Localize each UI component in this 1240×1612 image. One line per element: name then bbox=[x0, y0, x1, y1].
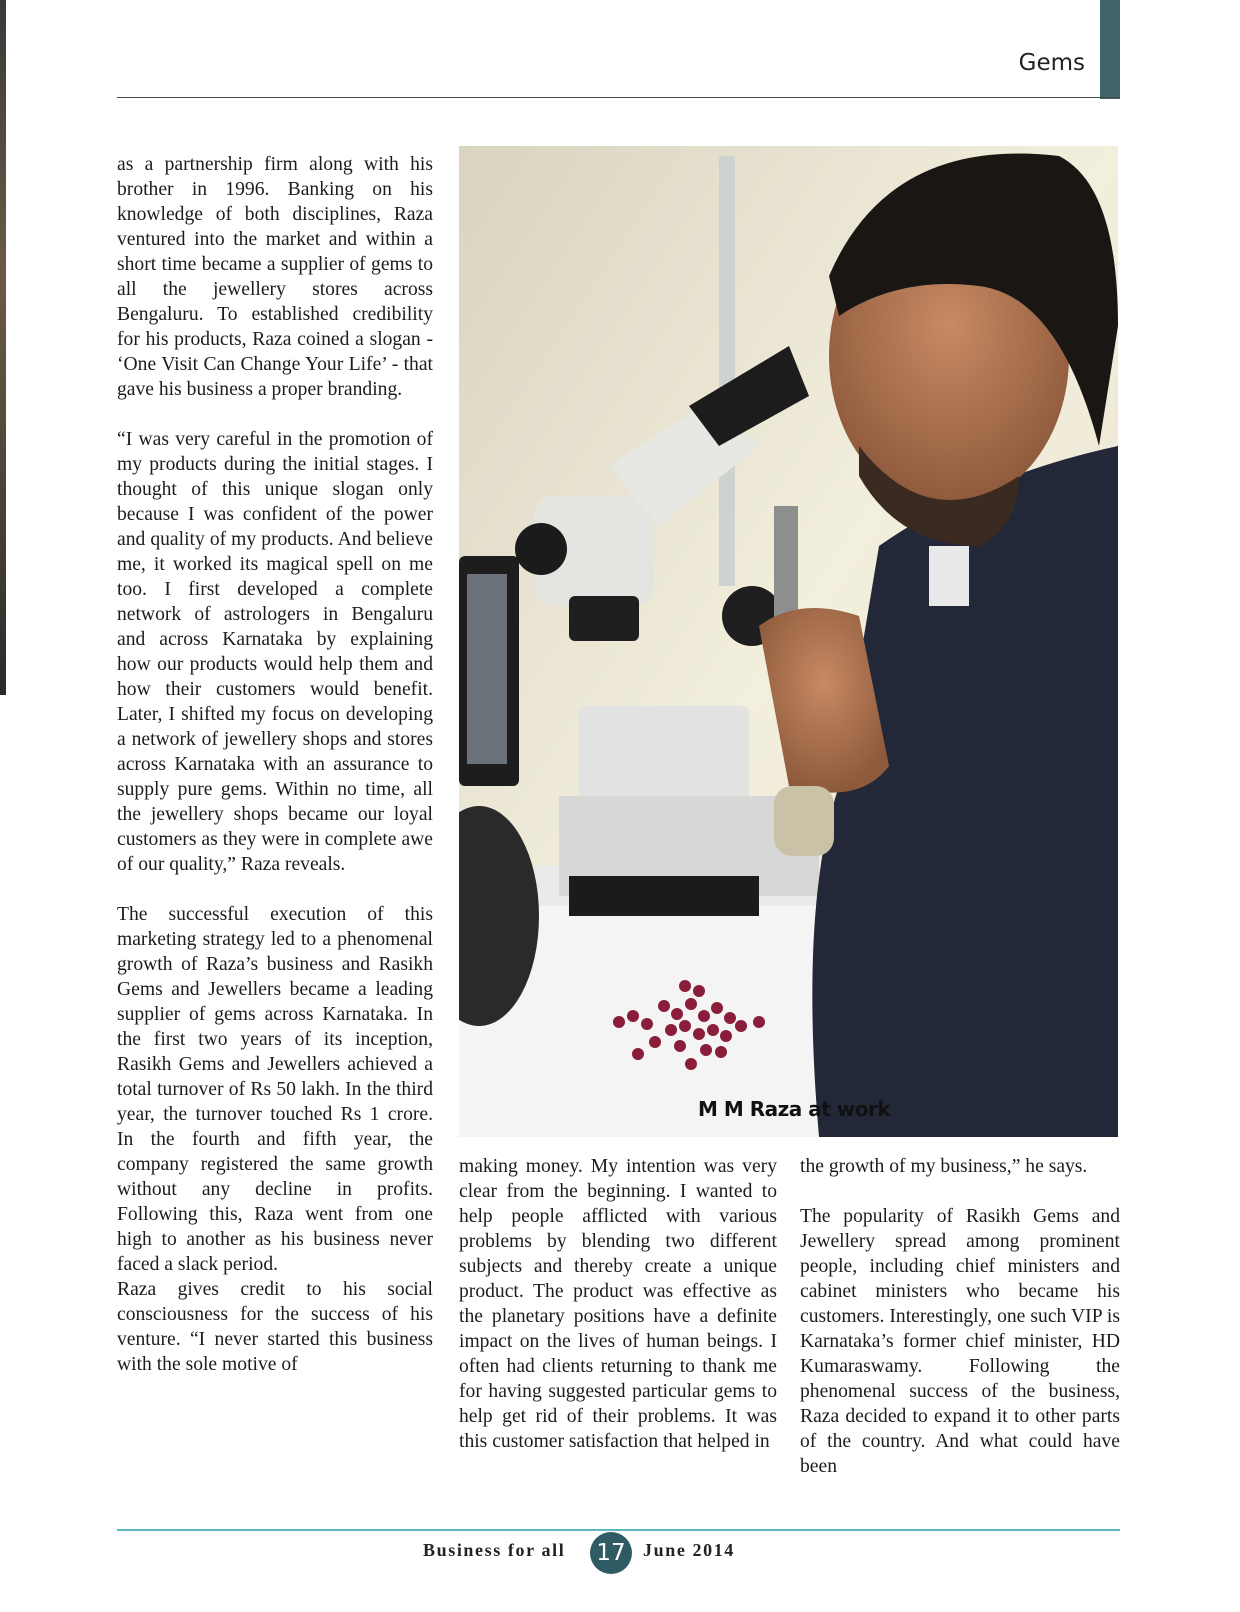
article-column-3 bbox=[800, 1154, 1120, 1479]
paragraph: Raza gives credit to his social consciousness for the success of his venture. “I never started this business with the sole motive of bbox=[117, 1279, 433, 1375]
section-tab-bar bbox=[1100, 0, 1120, 99]
article-column-1 bbox=[117, 152, 433, 1377]
paragraph: The popularity of Rasikh Gems and Jewellery spread among prominent people, including chief ministers and cabinet ministers who became his customers. Interestingly, one such VIP is Karnataka’s former chief minister, HD Kumaraswamy. Following the phenomenal success of the business, Raza decided to expand it to other parts of the country. And what could have been bbox=[800, 1206, 1120, 1477]
article-column-2 bbox=[459, 1154, 777, 1454]
header-rule bbox=[117, 97, 1120, 98]
feature-photo bbox=[459, 146, 1118, 1137]
section-label: Gems bbox=[1018, 50, 1085, 76]
publication-name: Business for all bbox=[423, 1540, 566, 1560]
paragraph: the growth of my business,” he says. bbox=[800, 1156, 1088, 1177]
photo-illustration bbox=[459, 146, 1118, 1137]
page-footer bbox=[0, 1528, 1240, 1578]
photo-caption: M M Raza at work bbox=[698, 1097, 891, 1121]
paragraph: making money. My intention was very clear from the beginning. I wanted to help people afflicted with various problems by blending two different subjects and thereby create a unique product. The product was effective as the planetary positions have a definite impact on the lives of human beings. I often had clients returning to thank me for having suggested particular gems to help get rid of their problems. It was this customer satisfaction that helped in bbox=[459, 1156, 777, 1452]
page-number: 17 bbox=[590, 1532, 632, 1574]
paragraph: The successful execution of this marketing strategy led to a phenomenal growth of Raza’s business and Rasikh Gems and Jewellers became a leading supplier of gems across Karnataka. In the first two years of its inception, Rasikh Gems and Jewellers achieved a total turnover of Rs 50 lakh. In the third year, the turnover touched Rs 1 crore. In the fourth and fifth year, the company registered the same growth without any decline in profits. Following this, Raza went from one high to another as his business never faced a slack period. bbox=[117, 904, 433, 1275]
issue-date: June 2014 bbox=[643, 1540, 735, 1560]
paragraph: “I was very careful in the promotion of my products during the initial stages. I thought of this unique slogan only because I was confident of the power and quality of my products. And believe me, it worked its magical spell on me too. I first developed a complete network of astrologers in Bengaluru and across Karnataka by explaining how our products would help them and how their customers would benefit. Later, I shifted my focus on developing a network of jewellery shops and stores across Karnataka with an assurance to supply pure gems. Within no time, all the jewellery shops became our loyal customers as they were in complete awe of our quality,” Raza reveals. bbox=[117, 429, 433, 875]
paragraph: as a partnership firm along with his brother in 1996. Banking on his knowledge of both disciplines, Raza ventured into the market and within a short time became a supplier of gems to all the jewellery stores across Bengaluru. To established credibility for his products, Raza coined a slogan - ‘One Visit Can Change Your Life’ - that gave his business a proper branding. bbox=[117, 154, 433, 400]
adjacent-page-edge bbox=[0, 0, 6, 695]
